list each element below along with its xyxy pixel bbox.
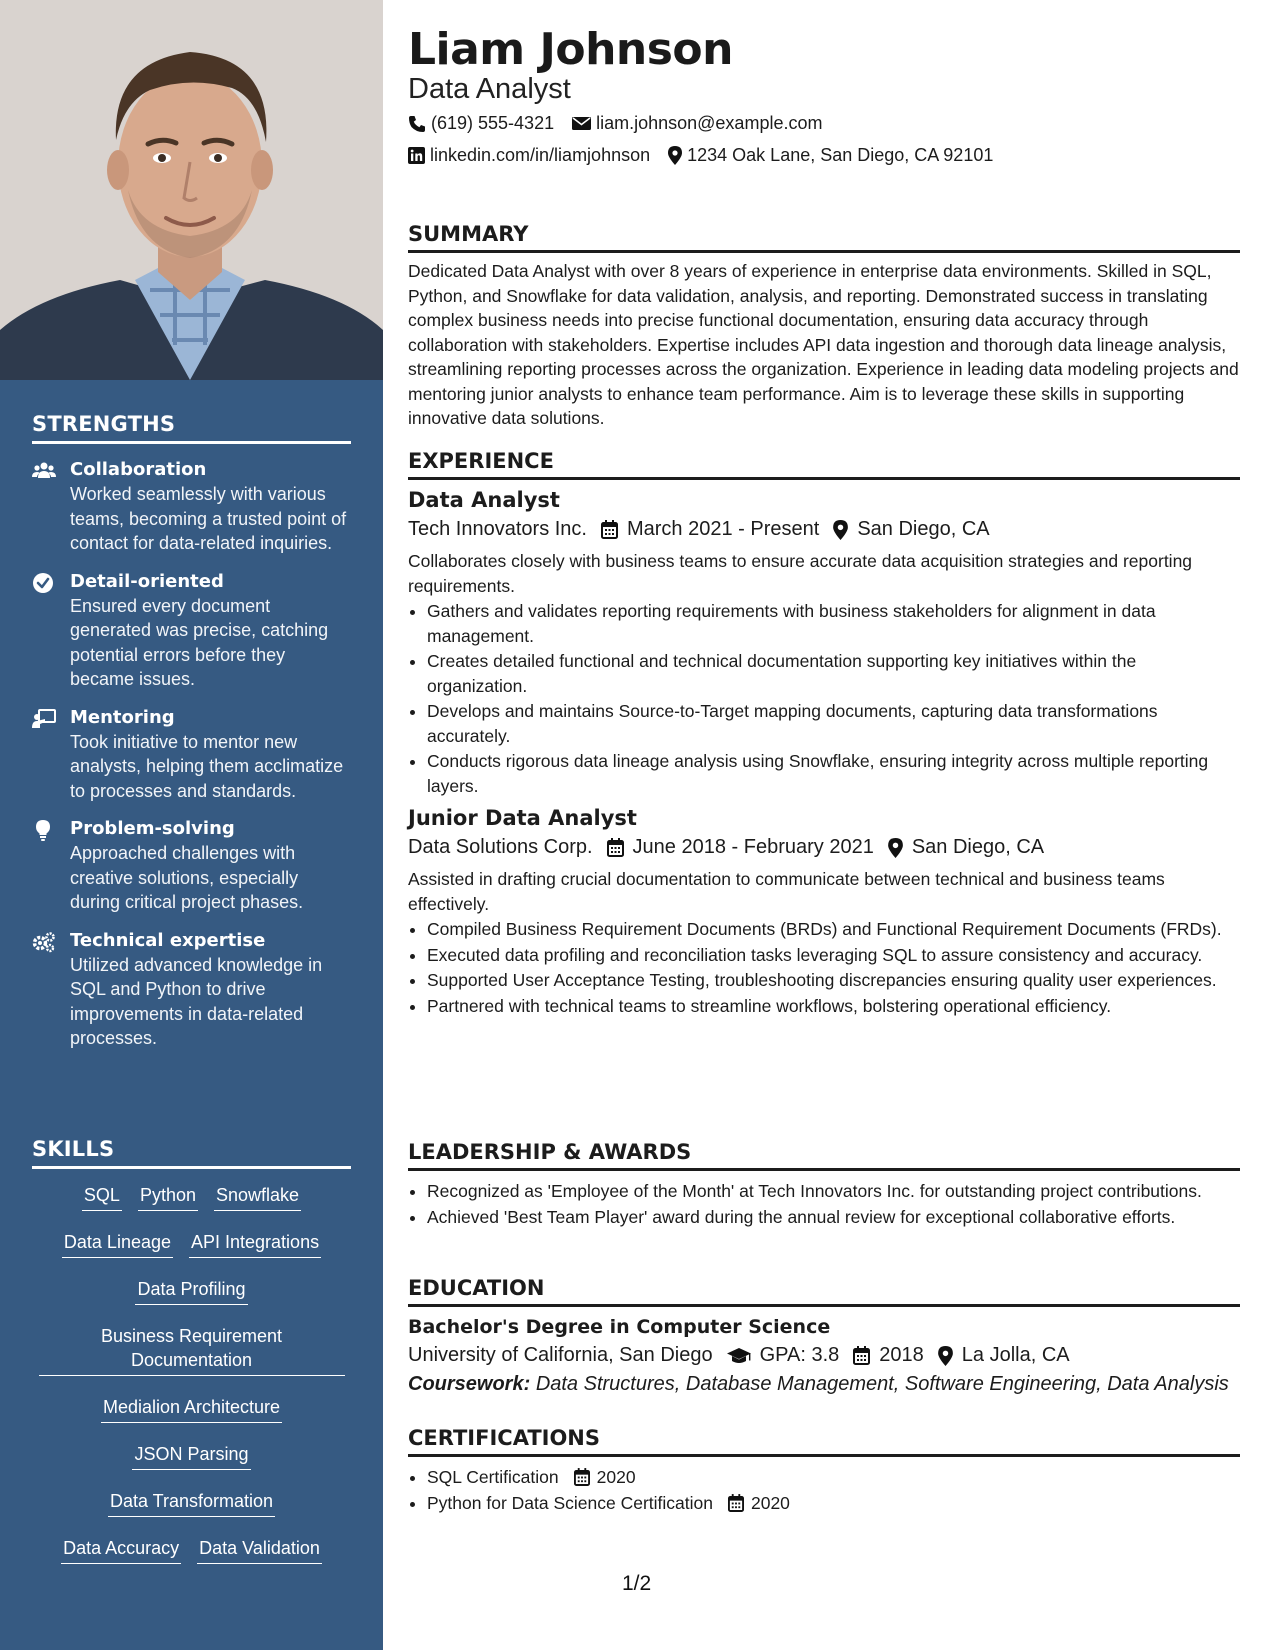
strength-item xyxy=(32,817,351,915)
job-bullets xyxy=(427,917,1240,1018)
skill-tag: Data Lineage xyxy=(62,1230,173,1258)
certifications-title: CERTIFICATIONS xyxy=(408,1426,1240,1457)
phone-text: (619) 555-4321 xyxy=(431,113,555,133)
coursework-text: Data Structures, Database Management, Software Engineering, Data Analysis xyxy=(535,1373,1229,1395)
graduation-year: 2018 xyxy=(879,1344,924,1366)
list-item xyxy=(427,1491,1240,1516)
sidebar xyxy=(0,0,383,1650)
job-location: San Diego, CA xyxy=(857,518,990,540)
phone-icon xyxy=(408,115,426,133)
skills-section xyxy=(32,1137,351,1583)
skill-tag: Medialion Architecture xyxy=(101,1395,282,1423)
summary-text: Dedicated Data Analyst with over 8 years of experience in enterprise data environments. Skilled in SQL, Python, and Snowflake for data validation, analysis, and reporting. Demonstrated success in translating complex business needs into precise functional documentation, ensuring data accuracy through collaboration with stakeholders. Expertise includes API data ingestion and thorough data lineage analysis, streamlining reporting processes across the organization. Experience in leading data modeling projects and mentoring junior analysts to enhance team performance. Aim is to leverage these skills in supporting innovative data solutions. xyxy=(408,261,1239,428)
map-pin-icon xyxy=(888,838,903,858)
list-item: • Partnered with technical teams to streamline workflows, bolstering operational efficiency. xyxy=(427,994,1240,1019)
strength-title: Problem-solving xyxy=(70,818,235,839)
strength-desc: Ensured every document generated was precise, catching potential errors before they became issues. xyxy=(70,595,329,689)
strength-item xyxy=(32,929,351,1051)
gears-icon xyxy=(32,931,56,953)
calendar-icon xyxy=(728,1494,744,1512)
list-item: • Achieved 'Best Team Player' award during the annual review for exceptional collaborative efforts. xyxy=(427,1205,1240,1230)
linkedin-icon xyxy=(408,147,425,164)
summary-section xyxy=(408,222,1240,431)
strength-title: Collaboration xyxy=(70,459,207,480)
list-item: • Recognized as 'Employee of the Month' at Tech Innovators Inc. for outstanding project contributions. xyxy=(427,1179,1240,1204)
linkedin-contact[interactable] xyxy=(408,145,650,166)
cert-year: 2020 xyxy=(750,1492,790,1513)
email-contact[interactable] xyxy=(572,113,822,134)
map-pin-icon xyxy=(833,520,848,540)
map-pin-icon xyxy=(668,146,682,165)
coursework-label: Coursework: xyxy=(408,1373,531,1395)
strength-title: Detail-oriented xyxy=(70,570,224,592)
teacher-board-icon xyxy=(32,708,56,730)
experience-title: EXPERIENCE xyxy=(408,449,1240,480)
list-item: • Executed data profiling and reconciliation tasks leveraging SQL to assure consistency and accuracy. xyxy=(427,943,1240,968)
job-dates: March 2021 - Present xyxy=(626,518,820,540)
leadership-section xyxy=(408,1140,1240,1229)
skill-tag: Data Profiling xyxy=(135,1277,247,1305)
page-number: 1/2 xyxy=(622,1572,652,1595)
leadership-title: LEADERSHIP & AWARDS xyxy=(408,1140,1240,1171)
calendar-icon xyxy=(601,520,618,539)
list-item: • Compiled Business Requirement Documents (BRDs) and Functional Requirement Documents (FRDs). xyxy=(427,917,1240,942)
job-bullets xyxy=(427,599,1240,798)
skill-tag: JSON Parsing xyxy=(132,1442,250,1470)
graduation-cap-icon xyxy=(727,1347,751,1365)
list-item: • Supported User Acceptance Testing, troubleshooting discrepancies ensuring quality user experiences. xyxy=(427,968,1240,993)
job-location: San Diego, CA xyxy=(911,836,1045,858)
coursework xyxy=(408,1373,1240,1396)
job-meta xyxy=(408,518,1240,541)
profile-photo xyxy=(0,0,383,380)
experience-section xyxy=(408,449,1240,1018)
strength-desc: Utilized advanced knowledge in SQL and Python to drive improvements in data-related processes. xyxy=(70,954,323,1048)
job-company: Tech Innovators Inc. xyxy=(408,518,587,540)
job-description: Collaborates closely with business teams to ensure accurate data acquisition strategies and reporting requirements. xyxy=(408,551,1193,596)
list-item: • Creates detailed functional and technical documentation supporting key initiatives within the organization. xyxy=(427,649,1240,698)
address-text: 1234 Oak Lane, San Diego, CA 92101 xyxy=(687,145,994,165)
certifications-section xyxy=(408,1426,1240,1515)
skill-tag: Business Requirement Documentation xyxy=(39,1324,345,1376)
job-title: Junior Data Analyst xyxy=(408,806,637,830)
list-item: • Gathers and validates reporting requirements with business stakeholders for alignment in data management. xyxy=(427,599,1240,648)
strengths-section xyxy=(32,412,351,1051)
email-text: liam.johnson@example.com xyxy=(596,113,823,133)
lightbulb-icon xyxy=(32,819,56,841)
strength-desc: Took initiative to mentor new analysts, helping them acclimatize to processes and standards. xyxy=(70,731,344,801)
skill-tag: Data Validation xyxy=(197,1536,322,1564)
degree-title: Bachelor's Degree in Computer Science xyxy=(408,1316,831,1338)
cert-name: • SQL Certification xyxy=(427,1467,559,1487)
strength-title: Mentoring xyxy=(70,706,175,728)
job-company: Data Solutions Corp. xyxy=(408,836,593,858)
skill-tag: Snowflake xyxy=(214,1183,301,1211)
cert-year: 2020 xyxy=(596,1467,636,1487)
education-meta xyxy=(408,1344,1240,1367)
job-meta xyxy=(408,836,1240,859)
strength-desc: Approached challenges with creative solutions, especially during critical project phases. xyxy=(70,843,304,912)
cert-name: • Python for Data Science Certification xyxy=(427,1492,713,1513)
strength-item xyxy=(32,570,351,692)
skills-list xyxy=(32,1169,351,1564)
address-contact xyxy=(668,145,993,166)
summary-title: SUMMARY xyxy=(408,222,1240,253)
school-location: La Jolla, CA xyxy=(961,1344,1070,1366)
strength-desc: Worked seamlessly with various teams, becoming a trusted point of contact for data-related inquiries. xyxy=(70,484,347,553)
list-item: • Conducts rigorous data lineage analysis using Snowflake, ensuring integrity across multiple reporting layers. xyxy=(427,749,1240,798)
certifications-list xyxy=(427,1465,1240,1515)
strength-item xyxy=(32,706,351,804)
linkedin-text: linkedin.com/in/liamjohnson xyxy=(430,145,651,165)
calendar-icon xyxy=(853,1346,870,1365)
job-description: Assisted in drafting crucial documentation to communicate between technical and business teams effectively. xyxy=(408,869,1165,914)
job-entry xyxy=(408,488,1240,798)
strength-title: Technical expertise xyxy=(70,929,266,951)
skill-tag: Python xyxy=(138,1183,198,1211)
envelope-icon xyxy=(572,116,591,131)
candidate-name: Liam Johnson xyxy=(408,24,733,75)
skill-tag: Data Accuracy xyxy=(61,1536,181,1564)
calendar-icon xyxy=(574,1468,590,1486)
check-circle-icon xyxy=(32,572,56,594)
gpa-text: GPA: 3.8 xyxy=(759,1344,840,1366)
education-section xyxy=(408,1276,1240,1396)
phone-contact[interactable] xyxy=(408,113,554,134)
skill-tag: Data Transformation xyxy=(108,1489,275,1517)
strengths-title: STRENGTHS xyxy=(32,412,351,444)
list-item: • Develops and maintains Source-to-Target mapping documents, capturing data transformations accurately. xyxy=(427,699,1240,748)
map-pin-icon xyxy=(938,1346,953,1366)
contact-row-2 xyxy=(408,145,993,166)
job-entry xyxy=(408,806,1240,1018)
school-name: University of California, San Diego xyxy=(408,1344,713,1366)
job-title: Data Analyst xyxy=(408,488,560,512)
users-icon xyxy=(32,460,56,482)
skill-tag: SQL xyxy=(82,1183,122,1211)
education-title: EDUCATION xyxy=(408,1276,1240,1307)
skill-tag: API Integrations xyxy=(189,1230,321,1258)
calendar-icon xyxy=(607,838,624,857)
skills-title: SKILLS xyxy=(32,1137,351,1169)
strength-item xyxy=(32,458,351,556)
leadership-list xyxy=(427,1179,1240,1229)
contact-row-1 xyxy=(408,113,822,134)
list-item xyxy=(427,1465,1240,1490)
person-portrait-icon xyxy=(0,0,383,380)
job-dates: June 2018 - February 2021 xyxy=(632,836,874,858)
candidate-role: Data Analyst xyxy=(408,73,571,105)
